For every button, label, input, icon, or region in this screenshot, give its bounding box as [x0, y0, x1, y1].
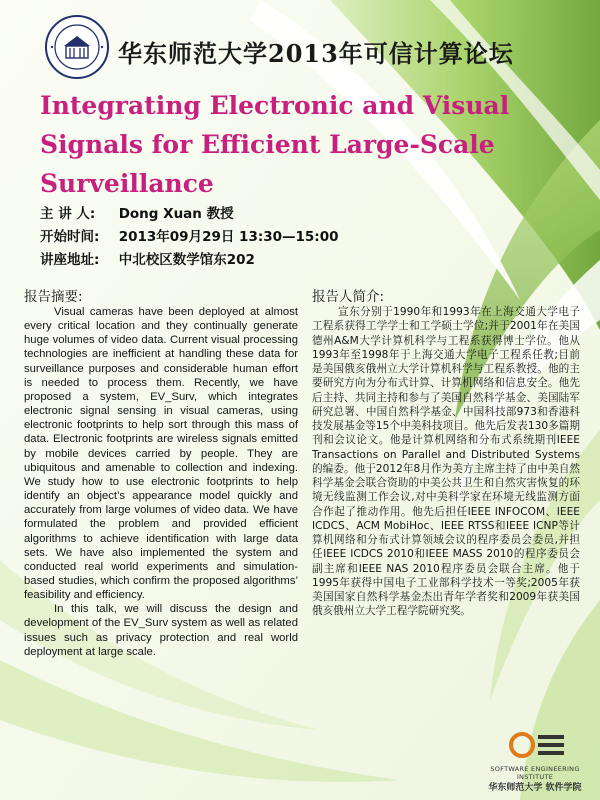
abstract-body — [24, 305, 298, 659]
speaker-value: Dong Xuan 教授 — [118, 206, 234, 222]
abstract-heading: 报告摘要: — [24, 289, 83, 305]
time-value: 2013年09月29日 13:30—15:00 — [118, 229, 339, 245]
bio-body: 宣东分别于1990年和1993年在上海交通大学电子工程系获得工学学士和工学硕士学位;并于2001年在美国德州A&M大学计算机科学与工程系获得博士学位。他从1993年至1998年于上海交通大学电子工程系任教;目前是美国俄亥俄州立大学计算机科学与工程系教授。他的主要研究方向为分布式计算、计算机网络和信息安全。他先后主持、共同主持和参与了美国自然科学基金、美国陆军研究总署、中国自然科学基金、中国科技部973和香港科技发展基金等15个中美科技项目。他先后发表130多篇期刊和会议论文。他是计算机网络和分布式系统期刊IEEE Transactions on Parallel and Distributed Systems的编委。他于2012年8月作为美方主席主持了由中美自然科学基金会联合资助的中美公共卫生和自然灾害恢复的环境无线监测工作会议,对中美科学家在环境无线监测方面合作起了推动作用。他先后担任IEEE INFOCOM、IEEE ICDCS、ACM MobiHoc、IEEE RTSS和IEEE ICNP等计算机网络和分布式计算领域会议的程序委员会委员,并担任IEEE ICDCS 2010和IEEE MASS 2010的程序委员会副主席和IEEE NAS 2010程序委员会联合主席。他于1995年获得中国电子工业部科学技术一等奖;2005年获美国国家自然科学基金杰出青年学者奖和2009年获美国俄亥俄州立大学工程学院研究奖。 — [312, 306, 580, 618]
venue-row — [40, 249, 460, 272]
institute-mark-icon — [508, 730, 568, 760]
institute-name-cn: 华东师范大学 软件学院 — [488, 783, 582, 793]
bio-heading: 报告人简介: — [312, 289, 385, 305]
time-row — [40, 226, 460, 249]
university-seal-logo — [44, 14, 110, 80]
institute-name-en: SOFTWARE ENGINEERING INSTITUTE — [490, 765, 580, 781]
software-institute-logo — [478, 730, 592, 798]
speaker-label: 主 讲 人: — [40, 206, 96, 222]
venue-value: 中北校区数学馆东202 — [118, 252, 255, 268]
forum-banner-title: 华东师范大学2013年可信计算论坛 — [118, 39, 514, 68]
talk-title: Integrating Electronic and Visual Signals for Efficient Large-Scale Surveillance — [40, 91, 510, 198]
talk-info-block — [40, 203, 460, 272]
speaker-row — [40, 203, 460, 226]
time-label: 开始时间: — [40, 229, 100, 245]
venue-label: 讲座地址: — [40, 252, 100, 268]
abstract-paragraph: Visual cameras have been deployed at almost every critical location and they continually generate huge volumes of video data. Current visual processing technologies are inefficient at handling these data for surveillance purposes and considerable human effort is needed to process them. Recently, we have proposed a system, EV_Surv, which integrates electronic signal sensing in visual cameras, using electronic footprints to help sort through this mass of data. Electronic footprints are wireless signals emitted by mobile devices carried by people. They are ubiquitous and amenable to collection and indexing. We study how to use electronic footprints to help identify an object’s appearance model quickly and accurately from large volumes of video data. We have formulated the problem and provided efficient algorithms to achieve identification with large data sets. We have also implemented the system and conducted real world experiments and simulation-based studies, which confirm the proposed algorithms’ feasibility and efficiency. — [24, 306, 298, 602]
abstract-paragraph: In this talk, we will discuss the design and development of the EV_Surv system as well as related issues such as privacy protection and real world deployment at large scale. — [24, 603, 298, 658]
